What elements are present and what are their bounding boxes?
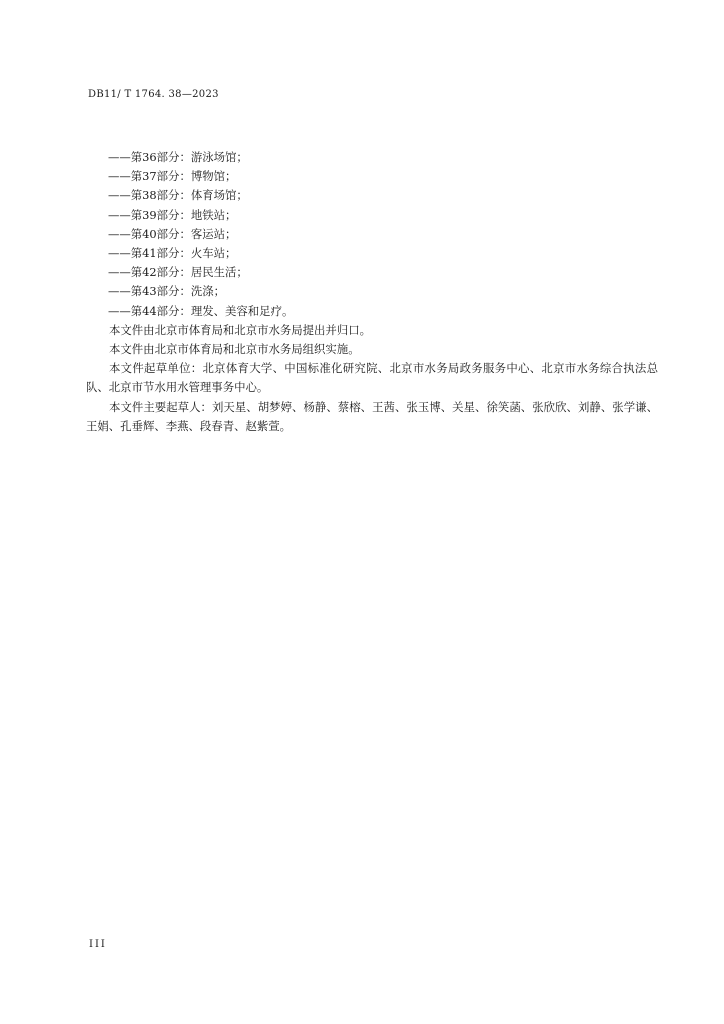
drafters-paragraph: 本文件主要起草人：刘天星、胡梦婷、杨静、蔡榕、王茜、张玉博、关星、徐笑菡、张欣欣、刘静、张学谦、王娟、孔垂辉、李燕、段春青、赵紫萱。 [86, 399, 658, 433]
list-item-part-39: ——第39部分：地铁站； [108, 207, 237, 222]
list-item-part-43: ——第43部分：洗涤； [108, 284, 226, 299]
page-number: III [89, 939, 107, 950]
drafting-units-paragraph: 本文件起草单位：北京体育大学、中国标准化研究院、北京市水务局政务服务中心、北京市水务综合执法总队、北京市节水用水管理事务中心。 [86, 361, 658, 395]
document-body [86, 148, 658, 436]
list-item-part-44: ——第44部分：理发、美容和足疗。 [108, 303, 294, 318]
list-item-part-42: ——第42部分：居民生活； [108, 265, 248, 280]
list-item-part-37: ——第37部分：博物馆； [108, 169, 237, 184]
proposer-paragraph: 本文件由北京市体育局和北京市水务局提出并归口。 [109, 322, 371, 337]
list-item-part-40: ——第40部分：客运站； [108, 226, 237, 241]
parts-list [86, 148, 658, 321]
list-item-part-38: ——第38部分：体育场馆； [108, 188, 248, 203]
list-item-part-36: ——第36部分：游泳场馆； [108, 150, 248, 164]
implementer-paragraph: 本文件由北京市体育局和北京市水务局组织实施。 [109, 342, 360, 357]
list-item-part-41: ——第41部分：火车站； [108, 246, 237, 261]
standard-code-header: DB11/ T 1764. 38—2023 [88, 89, 219, 100]
